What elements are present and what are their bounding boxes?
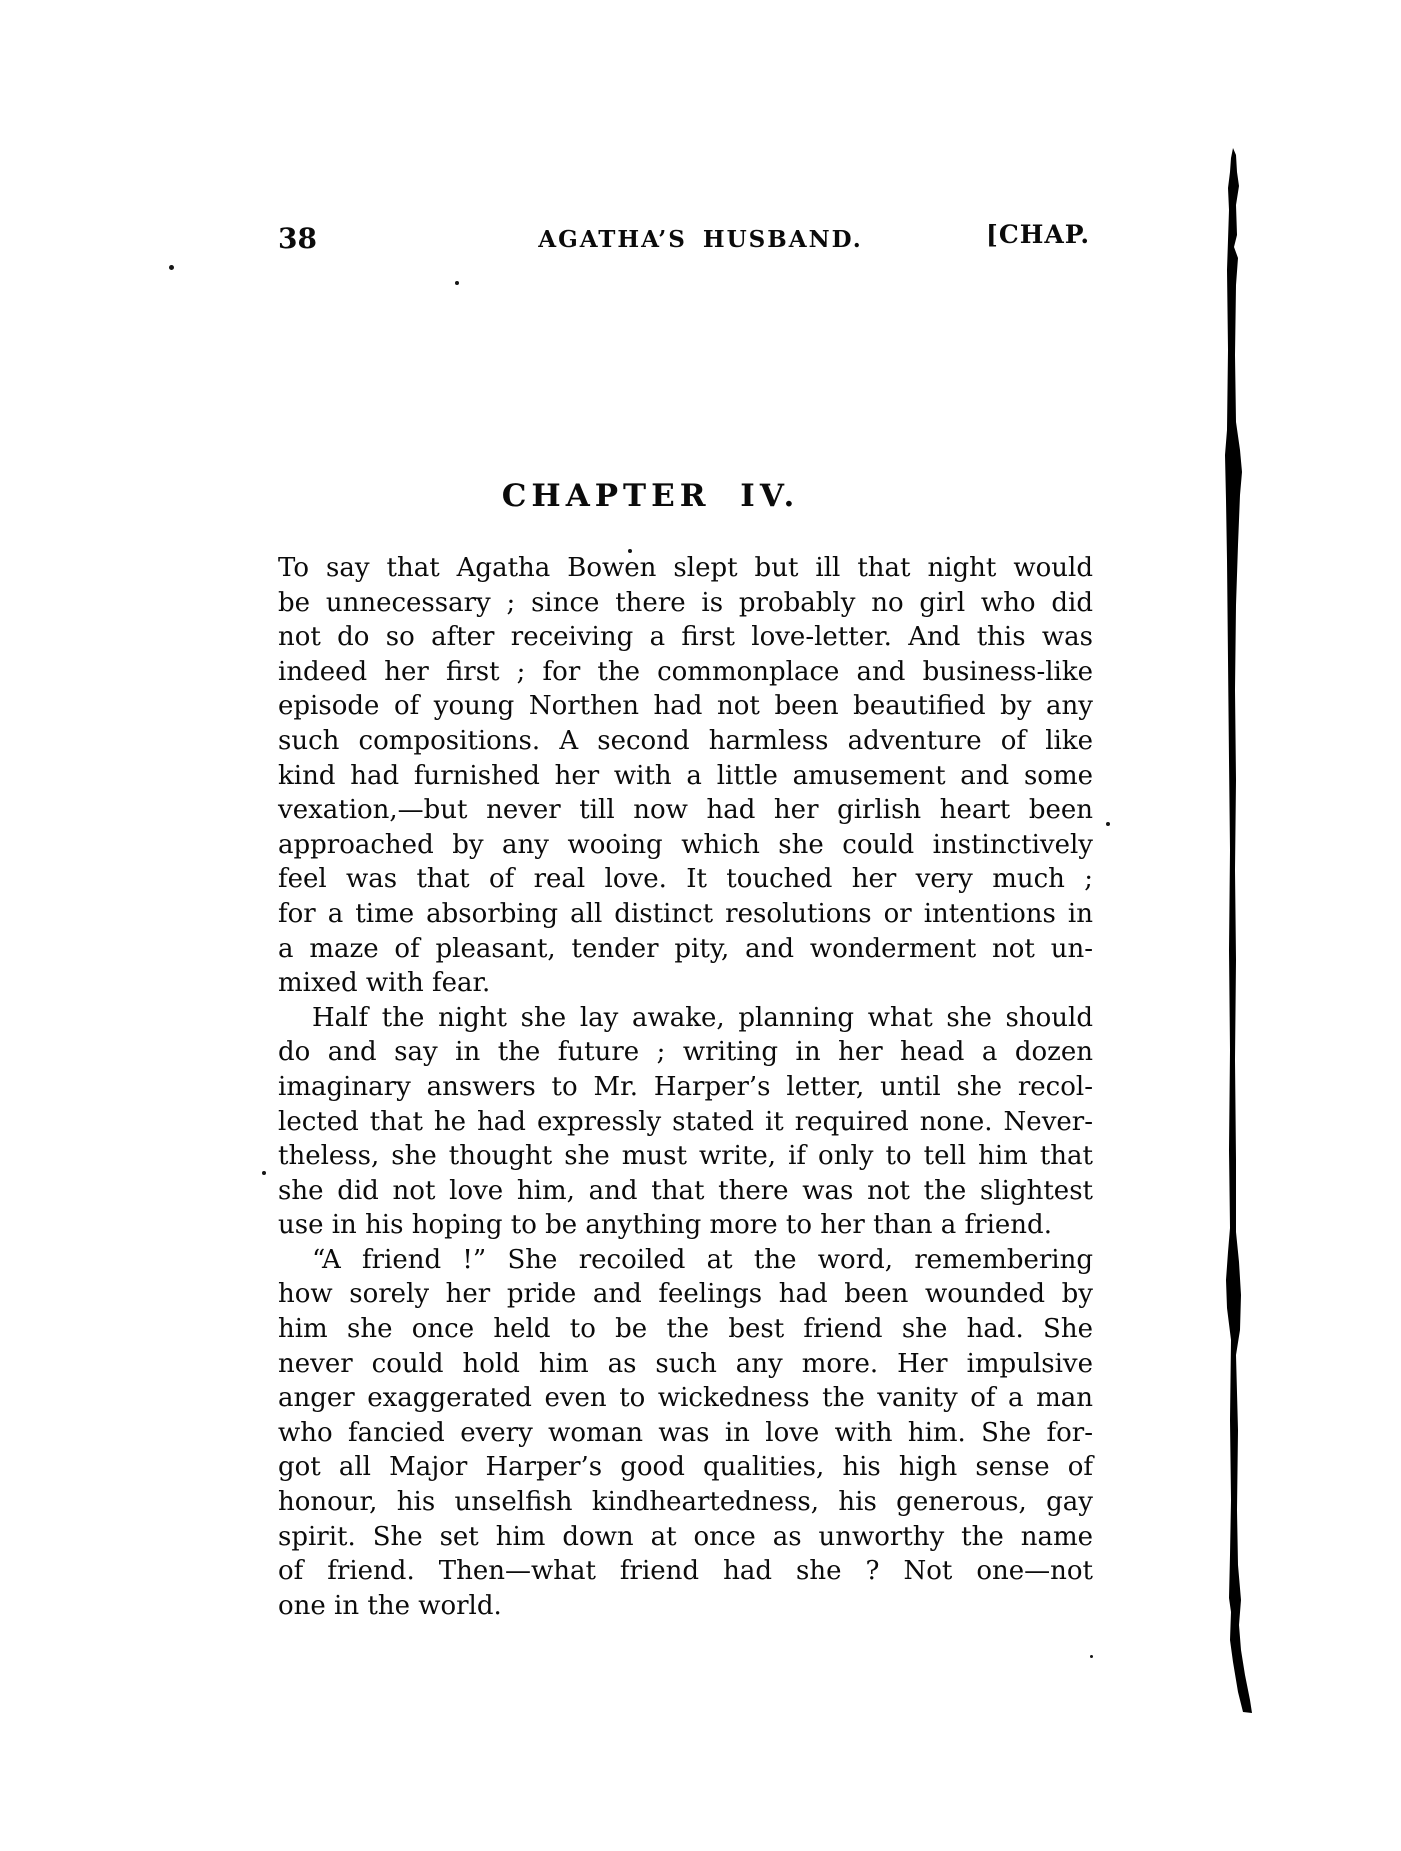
ink-speck [169,265,174,270]
text-line: of friend. Then—what friend had she ? Not one—not [278,1556,1093,1587]
text-line: kind had furnished her with a little amusement and some [278,760,1093,791]
text-line: mixed with fear. [278,968,491,999]
text-line: feel was that of real love. It touched her very much ; [278,864,1093,895]
text-line: one in the world. [278,1590,502,1621]
text-line: vexation,—but never till now had her girlish heart been [278,795,1093,826]
text-line: she did not love him, and that there was not the slightest [278,1175,1093,1206]
text-line: spirit. She set him down at once as unworthy the name [278,1521,1093,1552]
text-line: never could hold him as such any more. Her impulsive [278,1348,1093,1379]
ink-speck [1106,822,1110,826]
running-title: AGATHA’S HUSBAND. [538,226,863,253]
text-line: episode of young Northen had not been beautified by any [278,691,1093,722]
text-line: him she once held to be the best friend she had. She [278,1314,1093,1345]
ink-speck [628,549,632,553]
text-line: do and say in the future ; writing in her head a dozen [278,1037,1093,1068]
header-chapter-marker: [CHAP. [986,220,1091,249]
text-line: be unnecessary ; since there is probably no girl who did [278,587,1093,618]
page-number: 38 [278,222,317,255]
text-line: indeed her first ; for the commonplace and business-like [278,656,1093,687]
body-text [278,551,1093,1623]
text-line: how sorely her pride and feelings had been wounded by [278,1279,1093,1310]
text-line: who fancied every woman was in love with him. She for- [278,1417,1093,1448]
text-line: use in his hoping to be anything more to her than a friend. [278,1210,1052,1241]
text-line: lected that he had expressly stated it required none. Never- [278,1106,1093,1137]
text-line: not do so after receiving a first love-letter. And this was [278,622,1093,653]
text-line: approached by any wooing which she could instinctively [278,829,1093,860]
text-line: honour, his unselfish kindheartedness, his generous, gay [278,1487,1093,1518]
text-line: theless, she thought she must write, if only to tell him that [278,1141,1093,1172]
ink-speck [1090,1655,1093,1658]
text-line: “A friend !” She recoiled at the word, remembering [312,1244,1093,1275]
text-line: anger exaggerated even to wickedness the vanity of a man [278,1383,1093,1414]
ink-speck [262,1171,266,1175]
text-line: for a time absorbing all distinct resolutions or intentions in [278,898,1093,929]
text-line: Half the night she lay awake, planning what she should [312,1002,1093,1033]
chapter-heading: CHAPTER IV. [501,478,800,514]
text-line: imaginary answers to Mr. Harper’s letter, until she recol- [278,1071,1093,1102]
text-line: a maze of pleasant, tender pity, and wonderment not un- [278,933,1093,964]
text-line: got all Major Harper’s good qualities, his high sense of [278,1452,1093,1483]
text-line: To say that Agatha Bowen slept but ill that night would [278,553,1093,583]
ink-speck [455,281,459,285]
text-line: such compositions. A second harmless adventure of like [278,725,1093,756]
